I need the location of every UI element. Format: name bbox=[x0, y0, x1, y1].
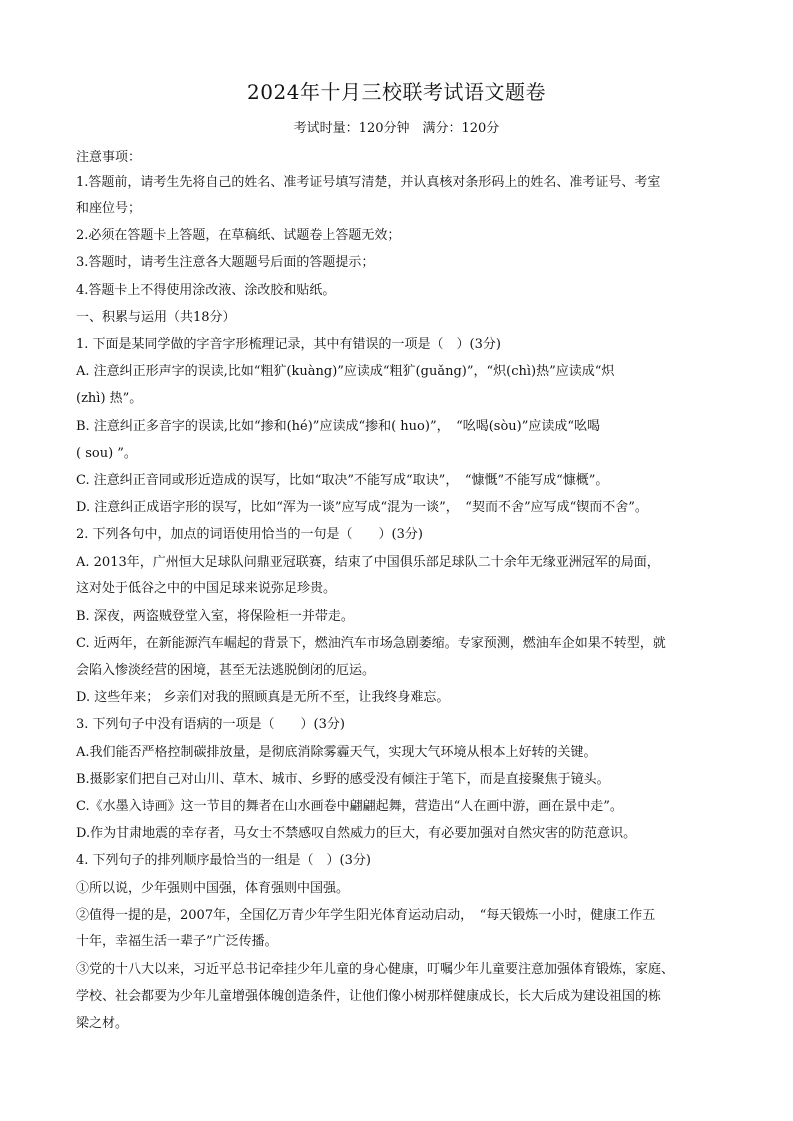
section-heading: 一、积累与运用（共18分） bbox=[76, 310, 236, 325]
page-title: 2024年十月三校联考试语文题卷 bbox=[247, 80, 546, 104]
notes-heading: 注意事项： bbox=[76, 150, 142, 165]
question-option: B. 注意纠正多音字的误读,比如“掺和(hé)”应读成“掺和( huo)”， “吆喝(sòu)”应读成“吆喝 bbox=[76, 419, 601, 434]
question-option: B.摄影家们把自己对山川、草木、城市、乡野的感受没有倾注于笔下，而是直接聚焦于镜头。 bbox=[76, 772, 610, 787]
question-option: C. 注意纠正音同或形近造成的误写，比如“取决”不能写成“取诀”， “慷慨”不能写成“慷概”。 bbox=[76, 473, 609, 488]
note-line: 3.答题时，请考生注意各大题题号后面的答题提示； bbox=[76, 255, 375, 270]
question-option: ( sou) ”。 bbox=[76, 446, 137, 461]
exam-time-and-score: 考试时量：120分钟 满分：120分 bbox=[293, 121, 500, 136]
sentence-item: ①所以说，少年强则中国强，体育强则中国强。 bbox=[76, 881, 350, 896]
sentence-item: ③党的十八大以来，习近平总书记牵挂少年儿童的身心健康，叮嘱少年儿童要注意加强体育锻炼，家庭、 bbox=[76, 962, 675, 977]
question-option: B. 深夜，两盗贼登堂入室，将保险柜一并带走。 bbox=[76, 609, 354, 624]
sentence-item: ②值得一提的是，2007年，全国亿万青少年学生阳光体育运动启动， “每天锻炼一小时，健康工作五 bbox=[76, 908, 656, 923]
question-option: A. 2013年，广州恒大足球队问鼎亚冠联赛，结束了中国俱乐部足球队二十余年无缘亚洲冠军的局面， bbox=[76, 555, 660, 570]
question-option: C. 近两年，在新能源汽车崛起的背景下，燃油汽车市场急剧萎缩。专家预测，燃油车企如果不转型，就 bbox=[76, 636, 666, 651]
question-option: A. 注意纠正形声字的误读,比如“粗犷(kuàng)”应读成“粗犷(guǎng)”，“炽(chì)热”应读成“炽 bbox=[76, 364, 615, 379]
note-line: 和座位号； bbox=[76, 201, 142, 216]
question-stem: 4. 下列句子的排列顺序最恰当的一组是（ ）(3分) bbox=[76, 853, 371, 868]
question-stem: 2. 下列各句中，加点的词语使用恰当的一句是（ ）(3分) bbox=[76, 527, 423, 542]
sentence-item: 梁之材。 bbox=[76, 1016, 129, 1031]
sentence-item: 十年，幸福生活一辈子”广泛传播。 bbox=[76, 934, 278, 949]
question-option: (zhì) 热”。 bbox=[76, 391, 143, 406]
note-line: 1.答题前，请考生先将自己的姓名、准考证号填写清楚，并认真核对条形码上的姓名、准考证号、考室 bbox=[76, 175, 661, 190]
sentence-item: 学校、社会都要为少年儿童增强体魄创造条件，让他们像小树那样健康成长，长大后成为建设祖国的栋 bbox=[76, 989, 662, 1004]
question-option: C.《水墨入诗画》这一节目的舞者在山水画卷中翩翩起舞，营造出“人在画中游，画在景中走”。 bbox=[76, 799, 623, 814]
note-line: 2.必须在答题卡上答题，在草稿纸、试题卷上答题无效； bbox=[76, 228, 401, 243]
question-option: A.我们能否严格控制碳排放量，是彻底消除雾霾天气，实现大气环境从根本上好转的关键。 bbox=[76, 745, 597, 760]
question-option: D. 这些年来； 乡亲们对我的照顾真是无所不至，让我终身难忘。 bbox=[76, 690, 450, 705]
question-option: 这对处于低谷之中的中国足球来说弥足珍贵。 bbox=[76, 581, 337, 596]
note-line: 4.答题卡上不得使用涂改液、涂改胶和贴纸。 bbox=[76, 283, 336, 298]
question-option: 会陷入惨淡经营的困境，甚至无法逃脱倒闭的厄运。 bbox=[76, 663, 376, 678]
question-stem: 1. 下面是某同学做的字音字形梳理记录，其中有错误的一项是（ ）(3分) bbox=[76, 337, 501, 352]
question-option: D. 注意纠正成语字形的误写，比如“浑为一谈”应写成“混为一谈”， “契而不舍”应写成“锲而不舍”。 bbox=[76, 500, 648, 515]
question-option: D.作为甘肃地震的幸存者，马女士不禁感叹自然威力的巨大，有必要加强对自然灾害的防范意识。 bbox=[76, 826, 637, 841]
question-stem: 3. 下列句子中没有语病的一项是（ ）(3分) bbox=[76, 717, 345, 732]
